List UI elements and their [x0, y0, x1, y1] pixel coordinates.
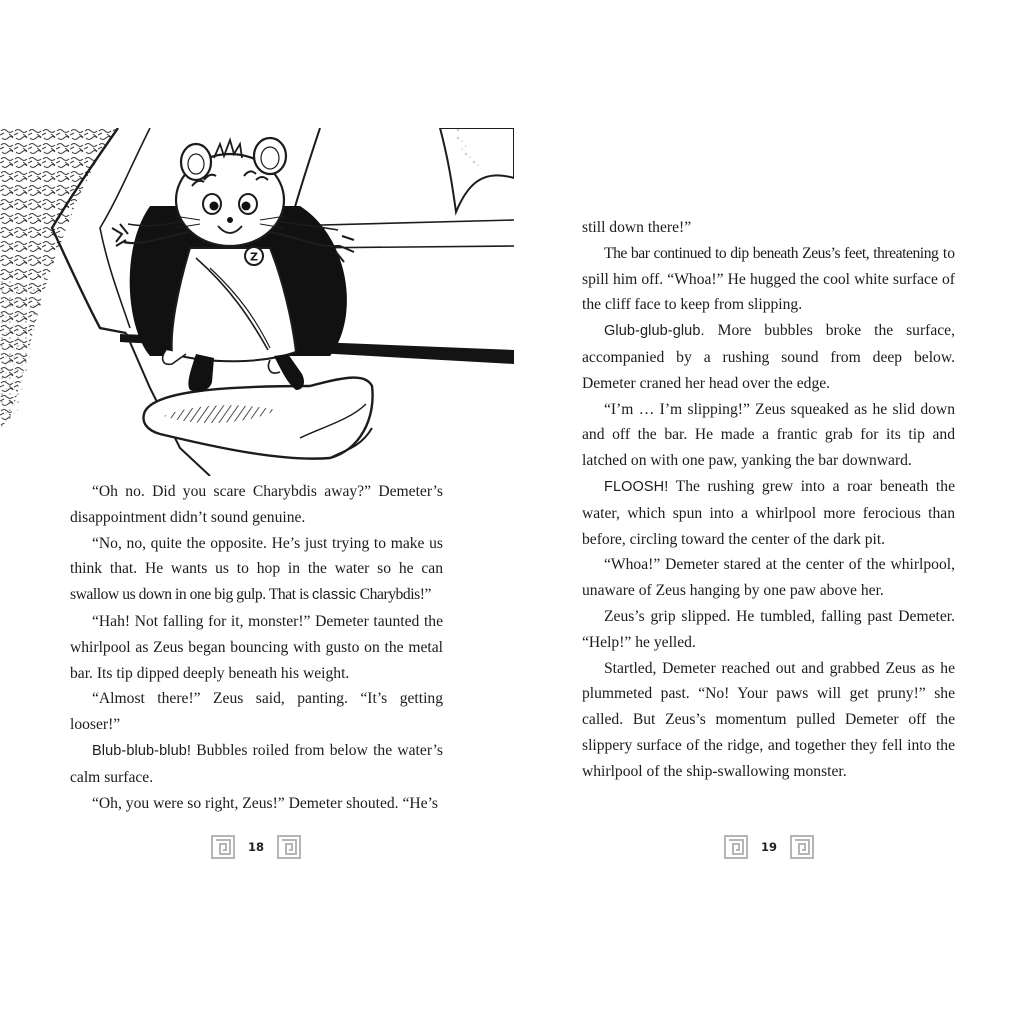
sound-effect-text: Blub-blub-blub!: [92, 742, 192, 759]
mouse-zeus-illustration: [0, 128, 514, 476]
text-run: “Hah! Not falling for it, monster!” Demeter taunted the whirlpool as Zeus began bouncing with gusto on the metal bar. Its tip dipped deeply beneath his weight.: [70, 612, 443, 682]
text-run: “No, no, quite the opposite. He’s just trying to make us think that. He wants us to hop in the water so he can: [70, 534, 443, 578]
text-run: The bar continued to dip beneath Zeus’s feet, threatening: [604, 244, 939, 262]
paragraph: [70, 738, 443, 791]
text-run: “I’m … I’m slipping!” Zeus squeaked as he slid down and off the bar. He made a frantic grab for its tip and latched on with one paw, yanking the bar downward.: [582, 400, 955, 470]
paragraph: [582, 656, 955, 785]
sound-effect-text: Glub-glub-glub.: [604, 323, 705, 340]
greek-key-icon: [277, 835, 301, 859]
page-number-ornament: [211, 834, 301, 860]
text-run: More bubbles broke the surface, accompanied by a rushing sound from deep below. Demeter craned her head over the edge.: [582, 322, 955, 392]
greek-key-icon: [724, 835, 748, 859]
text-run: to spill him off. “Whoa!” He hugged the cool white surface of the cliff face to keep from slipping.: [582, 244, 955, 314]
emphasis-text: classic: [312, 587, 357, 604]
paragraph: [70, 686, 443, 738]
paragraph: [70, 791, 443, 817]
svg-text:Z: Z: [250, 250, 258, 264]
paragraph: [582, 397, 955, 474]
left-page-text: [70, 479, 443, 816]
text-run: Startled, Demeter reached out and grabbed Zeus as he plummeted past. “No! Your paws will get pruny!” she called. But Zeus’s momentum pulled Demeter off the slippery surface of the ridge, and together they fell into the whirlpool of the ship-swallowing monster.: [582, 659, 955, 780]
paragraph: [582, 552, 955, 604]
paragraph: [582, 215, 955, 241]
page-number-ornament: [724, 834, 814, 860]
text-run: swallow us down in one big gulp. That is: [70, 586, 313, 604]
paragraph: [582, 474, 955, 552]
text-run: “Oh no. Did you scare Charybdis away?” Demeter’s disappointment didn’t sound genuine.: [70, 483, 443, 526]
page-number: 19: [760, 840, 777, 854]
text-run: Zeus’s grip slipped. He tumbled, falling past Demeter. “Help!” he yelled.: [582, 607, 955, 651]
text-run: “Oh, you were so right, Zeus!” Demeter shouted. “He’s: [92, 794, 438, 812]
paragraph: [582, 604, 955, 656]
greek-key-icon: [790, 835, 814, 859]
chapter-illustration: [0, 128, 514, 476]
text-run: Charybdis!”: [356, 586, 431, 604]
text-run: “Almost there!” Zeus said, panting. “It’s getting looser!”: [70, 690, 443, 734]
greek-key-icon: [211, 835, 235, 859]
text-run: Bubbles roiled from below the water’s calm surface.: [70, 741, 443, 786]
page-number: 18: [247, 840, 264, 854]
text-run: still down there!”: [582, 219, 692, 236]
text-run: “Whoa!” Demeter stared at the center of the whirlpool, unaware of Zeus hanging by one paw above her.: [582, 556, 955, 600]
right-page: [512, 0, 1024, 1024]
paragraph: [582, 241, 955, 318]
paragraph: [70, 479, 443, 531]
text-run: The rushing grew into a roar beneath the water, which spun into a whirlpool more ferocious than before, circling toward the center of the dark pit.: [582, 477, 955, 548]
paragraph: [582, 318, 955, 396]
right-page-text: [582, 215, 955, 785]
paragraph: [70, 609, 443, 686]
paragraph: [70, 531, 443, 609]
sound-effect-text: FLOOSH!: [604, 478, 669, 495]
